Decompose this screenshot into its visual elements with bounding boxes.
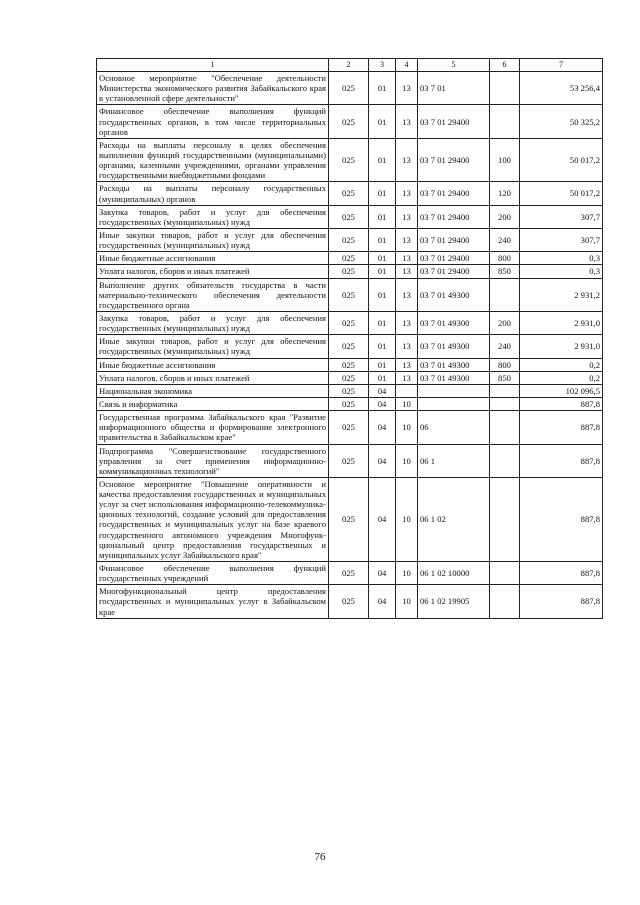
ministry-code: 025 (329, 265, 369, 278)
column-header: 2 (329, 59, 369, 72)
table-row (97, 585, 603, 618)
amount: 2 931,0 (520, 311, 603, 334)
ministry-code: 025 (329, 228, 369, 251)
target-article-code: 03 7 01 29400 (418, 252, 490, 265)
table-row (97, 182, 603, 205)
subsection-code: 10 (396, 444, 418, 477)
table-row (97, 444, 603, 477)
target-article-code: 03 7 01 29400 (418, 265, 490, 278)
expense-type-code: 100 (490, 138, 520, 182)
amount: 0,2 (520, 358, 603, 371)
item-name: Основное мероприятие "Обеспечение деятельности Министерства экономического развития Забайкальского края в установленной сфере деятельности" (97, 72, 329, 105)
expense-type-code: 850 (490, 265, 520, 278)
subsection-code: 10 (396, 562, 418, 585)
target-article-code: 03 7 01 49300 (418, 371, 490, 384)
table-row (97, 477, 603, 561)
section-code: 01 (369, 228, 396, 251)
expense-type-code: 120 (490, 182, 520, 205)
ministry-code: 025 (329, 311, 369, 334)
ministry-code: 025 (329, 397, 369, 410)
target-article-code: 03 7 01 29400 (418, 138, 490, 182)
target-article-code (418, 397, 490, 410)
target-article-code: 03 7 01 49300 (418, 278, 490, 311)
section-code: 01 (369, 265, 396, 278)
target-article-code: 06 1 02 10000 (418, 562, 490, 585)
ministry-code: 025 (329, 278, 369, 311)
table-row (97, 72, 603, 105)
item-name: Выполнение других обязательств государства в части материально-технического обеспечения деятельности государственного органа (97, 278, 329, 311)
subsection-code: 13 (396, 105, 418, 138)
section-code: 01 (369, 371, 396, 384)
item-name: Финансовое обеспечение выполнения функций государственных учреждений (97, 562, 329, 585)
expense-type-code (490, 384, 520, 397)
item-name: Расходы на выплаты персоналу в целях обеспечения выполнения функций государственными (муниципальными) органами, казенными учреждениями, органами управления государственными внебюджетными фондами (97, 138, 329, 182)
amount: 50 017,2 (520, 182, 603, 205)
table-row (97, 397, 603, 410)
target-article-code: 03 7 01 49300 (418, 335, 490, 358)
amount: 50 017,2 (520, 138, 603, 182)
item-name: Закупка товаров, работ и услуг для обеспечения государственных (муниципальных) нужд (97, 311, 329, 334)
table-body (97, 72, 603, 619)
item-name: Иные закупки товаров, работ и услуг для обеспечения государственных (муниципальных) нужд (97, 228, 329, 251)
amount: 887,8 (520, 397, 603, 410)
ministry-code: 025 (329, 384, 369, 397)
table-row (97, 335, 603, 358)
ministry-code: 025 (329, 477, 369, 561)
column-header: 5 (418, 59, 490, 72)
amount: 50 325,2 (520, 105, 603, 138)
subsection-code: 10 (396, 411, 418, 444)
target-article-code: 06 1 02 (418, 477, 490, 561)
table-row (97, 265, 603, 278)
subsection-code: 13 (396, 72, 418, 105)
expense-type-code (490, 477, 520, 561)
expense-type-code: 200 (490, 205, 520, 228)
ministry-code: 025 (329, 335, 369, 358)
ministry-code: 025 (329, 585, 369, 618)
column-header: 3 (369, 59, 396, 72)
subsection-code: 10 (396, 585, 418, 618)
table-row (97, 228, 603, 251)
expense-type-code: 240 (490, 335, 520, 358)
amount: 0,3 (520, 252, 603, 265)
table-row (97, 384, 603, 397)
section-code: 01 (369, 72, 396, 105)
target-article-code: 03 7 01 49300 (418, 311, 490, 334)
section-code: 04 (369, 397, 396, 410)
table-row (97, 278, 603, 311)
amount: 0,3 (520, 265, 603, 278)
expense-type-code (490, 278, 520, 311)
expense-type-code (490, 397, 520, 410)
subsection-code: 13 (396, 311, 418, 334)
item-name: Иные бюджетные ассигнования (97, 358, 329, 371)
target-article-code: 03 7 01 29400 (418, 228, 490, 251)
amount: 0,2 (520, 371, 603, 384)
amount: 53 256,4 (520, 72, 603, 105)
table-row (97, 252, 603, 265)
table-row (97, 358, 603, 371)
table-row (97, 311, 603, 334)
subsection-code: 13 (396, 265, 418, 278)
amount: 887,8 (520, 562, 603, 585)
ministry-code: 025 (329, 182, 369, 205)
ministry-code: 025 (329, 411, 369, 444)
ministry-code: 025 (329, 72, 369, 105)
expense-type-code (490, 585, 520, 618)
ministry-code: 025 (329, 252, 369, 265)
column-header: 1 (97, 59, 329, 72)
target-article-code: 03 7 01 29400 (418, 182, 490, 205)
section-code: 01 (369, 182, 396, 205)
expense-type-code (490, 444, 520, 477)
item-name: Иные закупки товаров, работ и услуг для обеспечения государственных (муниципальных) нужд (97, 335, 329, 358)
target-article-code: 03 7 01 29400 (418, 205, 490, 228)
expense-type-code (490, 105, 520, 138)
target-article-code: 06 1 02 19905 (418, 585, 490, 618)
section-code: 01 (369, 252, 396, 265)
item-name: Подпрограмма "Совершенствование государственного управления за счет применения информационно-коммуникационных технологий" (97, 444, 329, 477)
ministry-code: 025 (329, 562, 369, 585)
ministry-code: 025 (329, 105, 369, 138)
item-name: Закупка товаров, работ и услуг для обеспечения государственных (муниципальных) нужд (97, 205, 329, 228)
page-number: 76 (314, 851, 326, 863)
column-header: 6 (490, 59, 520, 72)
expense-type-code (490, 411, 520, 444)
amount: 2 931,2 (520, 278, 603, 311)
amount: 307,7 (520, 228, 603, 251)
column-header: 7 (520, 59, 603, 72)
section-code: 01 (369, 205, 396, 228)
item-name: Основное мероприятие "Повышение оперативности и качества предоставления государственных и муниципальных услуг за счет использования информационно-телекоммуникационных технологий, создание условий для предоставления государственных и муниципальных услуг на базе краевого государственного автономного учреждения Многофункциональный центр предоставления государственных и муниципальных услуг Забайкальского края" (97, 477, 329, 561)
amount: 887,8 (520, 477, 603, 561)
subsection-code: 13 (396, 252, 418, 265)
subsection-code: 13 (396, 371, 418, 384)
section-code: 04 (369, 477, 396, 561)
item-name: Национальная экономика (97, 384, 329, 397)
item-name: Многофункциональный центр предоставления государственных и муниципальных услуг в Забайкальском крае (97, 585, 329, 618)
target-article-code: 06 1 (418, 444, 490, 477)
item-name: Финансовое обеспечение выполнения функций государственных органов, в том числе территориальных органов (97, 105, 329, 138)
target-article-code: 03 7 01 49300 (418, 358, 490, 371)
ministry-code: 025 (329, 205, 369, 228)
amount: 307,7 (520, 205, 603, 228)
section-code: 01 (369, 278, 396, 311)
column-header: 4 (396, 59, 418, 72)
expense-type-code: 800 (490, 252, 520, 265)
expense-type-code: 850 (490, 371, 520, 384)
amount: 887,8 (520, 585, 603, 618)
item-name: Расходы на выплаты персоналу государственных (муниципальных) органов (97, 182, 329, 205)
table-row (97, 205, 603, 228)
section-code: 04 (369, 411, 396, 444)
amount: 887,8 (520, 444, 603, 477)
amount: 2 931,0 (520, 335, 603, 358)
ministry-code: 025 (329, 371, 369, 384)
section-code: 01 (369, 138, 396, 182)
subsection-code: 10 (396, 477, 418, 561)
budget-table (96, 58, 603, 619)
item-name: Связь и информатика (97, 397, 329, 410)
target-article-code (418, 384, 490, 397)
section-code: 04 (369, 562, 396, 585)
target-article-code: 03 7 01 29400 (418, 105, 490, 138)
table-row (97, 138, 603, 182)
item-name: Иные бюджетные ассигнования (97, 252, 329, 265)
expense-type-code: 800 (490, 358, 520, 371)
ministry-code: 025 (329, 444, 369, 477)
section-code: 01 (369, 358, 396, 371)
subsection-code: 13 (396, 335, 418, 358)
target-article-code: 03 7 01 (418, 72, 490, 105)
target-article-code: 06 (418, 411, 490, 444)
amount: 102 096,5 (520, 384, 603, 397)
expense-type-code (490, 562, 520, 585)
table-row (97, 371, 603, 384)
expense-type-code (490, 72, 520, 105)
ministry-code: 025 (329, 138, 369, 182)
table-row (97, 105, 603, 138)
section-code: 01 (369, 105, 396, 138)
subsection-code: 13 (396, 205, 418, 228)
table-row (97, 411, 603, 444)
expense-type-code: 200 (490, 311, 520, 334)
section-code: 04 (369, 444, 396, 477)
item-name: Государственная программа Забайкальского края "Развитие информационного общества и формирование электронного правительства в Забайкальском крае" (97, 411, 329, 444)
subsection-code: 13 (396, 358, 418, 371)
section-code: 04 (369, 384, 396, 397)
subsection-code: 13 (396, 228, 418, 251)
item-name: Уплата налогов. сборов и иных платежей (97, 371, 329, 384)
subsection-code: 13 (396, 182, 418, 205)
expense-type-code: 240 (490, 228, 520, 251)
subsection-code: 13 (396, 278, 418, 311)
table-row (97, 562, 603, 585)
subsection-code (396, 384, 418, 397)
ministry-code: 025 (329, 358, 369, 371)
subsection-code: 13 (396, 138, 418, 182)
section-code: 04 (369, 585, 396, 618)
subsection-code: 10 (396, 397, 418, 410)
table-header-row (97, 59, 603, 72)
item-name: Уплата налогов, сборов и иных платежей (97, 265, 329, 278)
amount: 887,8 (520, 411, 603, 444)
section-code: 01 (369, 311, 396, 334)
section-code: 01 (369, 335, 396, 358)
